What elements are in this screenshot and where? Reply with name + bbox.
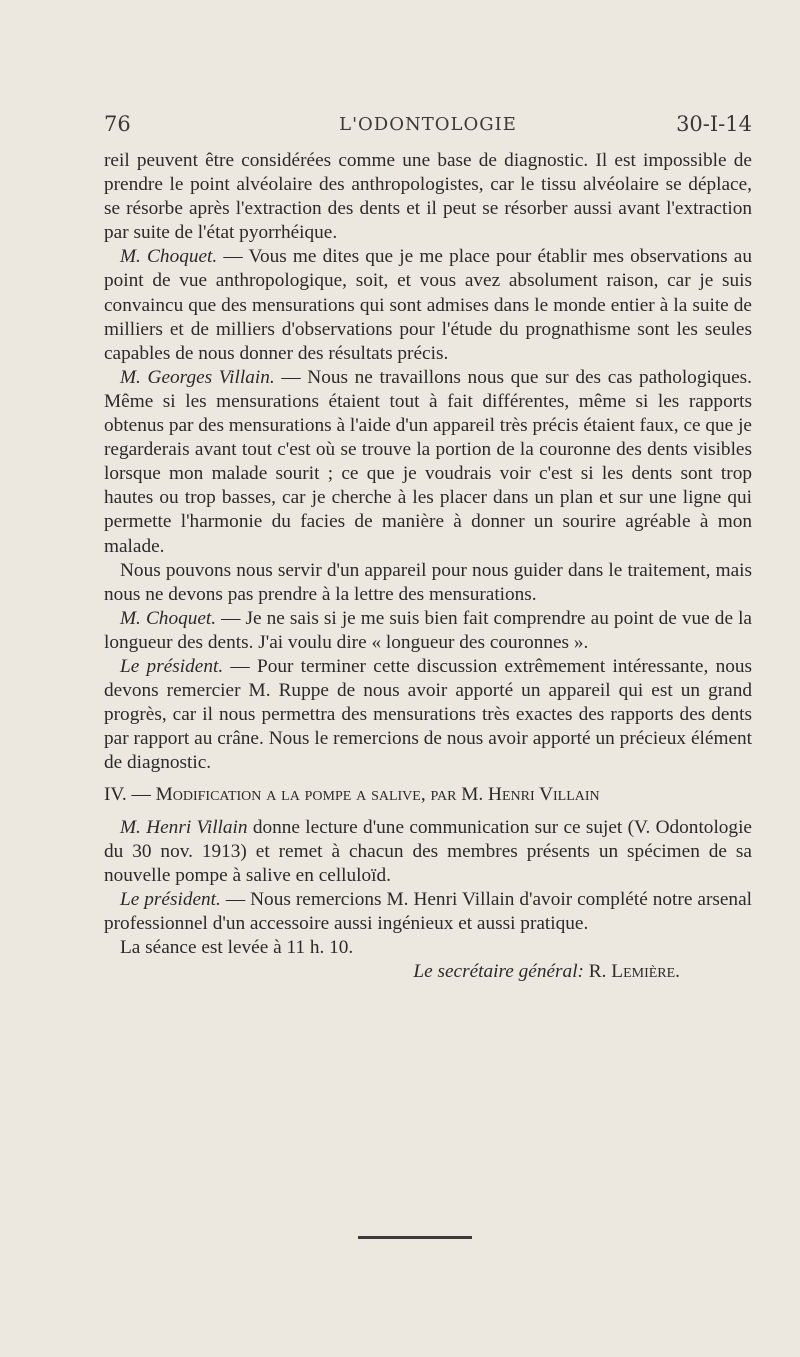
speaker: M. Georges Villain. xyxy=(120,366,275,388)
signature xyxy=(104,960,752,984)
paragraph: M. Choquet. — Je ne sais si je me suis bien fait comprendre au point de vue de la longueur des dents. J'ai voulu dire « longueur des couronnes ». xyxy=(104,607,752,653)
article-body xyxy=(104,149,752,984)
running-header xyxy=(104,112,752,142)
paragraph: Le président. — Pour terminer cette discussion extrêmement intéressante, nous devons remercier M. Ruppe de nous avoir apporté un appareil qui est un grand progrès, car il nous permettra des mensurations très exactes des rapports des dents par rapport au crâne. Nous le remercions de nous avoir apporté un précieux élément de diagnostic. xyxy=(104,655,752,774)
paragraph: reil peuvent être considérées comme une base de diagnostic. Il est impossible de prendre le point alvéolaire des anthropologistes, car le tissu alvéolaire se déplace, se résorbe après l'extraction des dents et il peut se résorber aussi avant l'extraction par suite de l'état pyorrhéique. xyxy=(104,150,752,244)
paragraph: Le président. — Nous remercions M. Henri Villain d'avoir complété notre arsenal professionnel d'un accessoire aussi ingénieux et aussi pratique. xyxy=(104,888,752,934)
speaker: Le président. xyxy=(120,655,224,677)
paragraph: Nous pouvons nous servir d'un appareil pour nous guider dans le traitement, mais nous ne devons pas prendre à la lettre des mensurations. xyxy=(104,559,752,605)
section-heading: IV. — Modification a la pompe a salive, par M. Henri Villain xyxy=(104,784,600,806)
speaker: M. Henri Villain xyxy=(120,816,248,838)
journal-title: L'ODONTOLOGIE xyxy=(339,114,517,135)
speaker: M. Choquet. xyxy=(120,607,217,629)
speaker: M. Choquet. xyxy=(120,246,218,268)
page-number: 76 xyxy=(104,112,131,136)
paragraph: M. Choquet. — Vous me dites que je me place pour établir mes observations au point de vue anthropologique, soit, et vous avez absolument raison, car je suis convaincu que des mensurations qui sont admises dans le monde entier à la suite de milliers et de milliers d'observations pour l'étude du prognathisme sont les seules capables de nous donner des résultats précis. xyxy=(104,246,752,364)
paragraph: M. Georges Villain. — Nous ne travaillons nous que sur des cas pathologiques. Même si les mensurations étaient tout à fait différentes, même si les rapports obtenus par des mensurations à l'aide d'un appareil très précis étaient faux, ce que je regarderais avant tout c'est où se trouve la portion de la couronne des dents visibles lorsque mon malade sourit ; ce que je voudrais voir c'est si les dents sont trop hautes ou trop basses, car je cherche à les placer dans un plan et sur une ligne qui permette l'harmonie du facies de manière à donner un sourire agréable à mon malade. xyxy=(104,366,752,557)
signature-label: Le secrétaire général: xyxy=(413,961,584,983)
paragraph: La séance est levée à 11 h. 10. xyxy=(120,937,354,958)
end-rule xyxy=(358,1236,472,1239)
issue-date: 30-I-14 xyxy=(676,112,752,136)
signature-name: R. Lemière. xyxy=(588,961,680,983)
paragraph: M. Henri Villain donne lecture d'une communication sur ce sujet (V. Odontologie du 30 nov. 1913) et remet à chacun des membres présents un spécimen de sa nouvelle pompe à salive en celluloïd. xyxy=(104,816,752,886)
speaker: Le président. xyxy=(120,888,221,910)
